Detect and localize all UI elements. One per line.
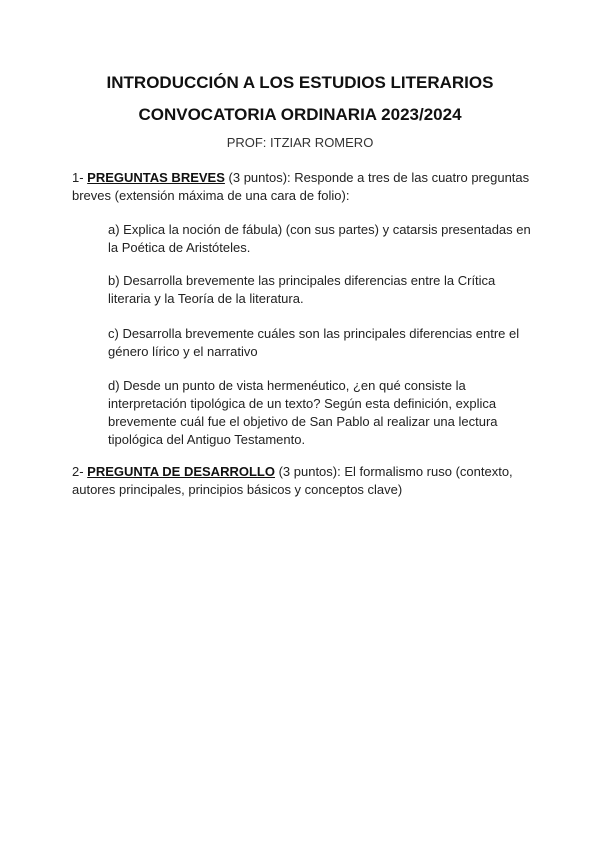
section-2-text: (3 puntos): El formalismo ruso (contexto, autores principales, principios básicos y conceptos clave) [72, 464, 513, 497]
question-c: c) Desarrolla brevemente cuáles son las principales diferencias entre el género lírico y el narrativo [108, 326, 520, 359]
section-1-text: (3 puntos): Responde a tres de las cuatro preguntas breves (extensión máxima de una cara de folio): [72, 170, 530, 203]
question-b: b) Desarrolla brevemente las principales diferencias entre la Crítica literaria y la Teoría de la literatura. [108, 273, 496, 306]
professor-line: PROF: ITZIAR ROMERO [226, 135, 374, 150]
question-d: d) Desde un punto de vista hermenéutico, ¿en qué consiste la interpretación tipológica de un texto? Según esta definición, explica brevemente cuál fue el objetivo de San Pablo al realizar una lectura tipológica del Antiguo Testamento. [108, 378, 498, 447]
section-2-heading: PREGUNTA DE DESARROLLO [87, 464, 275, 479]
document-title: INTRODUCCIÓN A LOS ESTUDIOS LITERARIOS [106, 73, 494, 92]
section-1-heading: PREGUNTAS BREVES [87, 170, 225, 185]
section-2-number: 2- [72, 464, 88, 479]
section-1-number: 1- [72, 170, 88, 185]
question-a: a) Explica la noción de fábula) (con sus partes) y catarsis presentadas en la Poética de Aristóteles. [108, 222, 531, 255]
document-subtitle: CONVOCATORIA ORDINARIA 2023/2024 [138, 105, 462, 124]
section-2-intro [72, 463, 542, 499]
section-1-intro [72, 169, 532, 205]
